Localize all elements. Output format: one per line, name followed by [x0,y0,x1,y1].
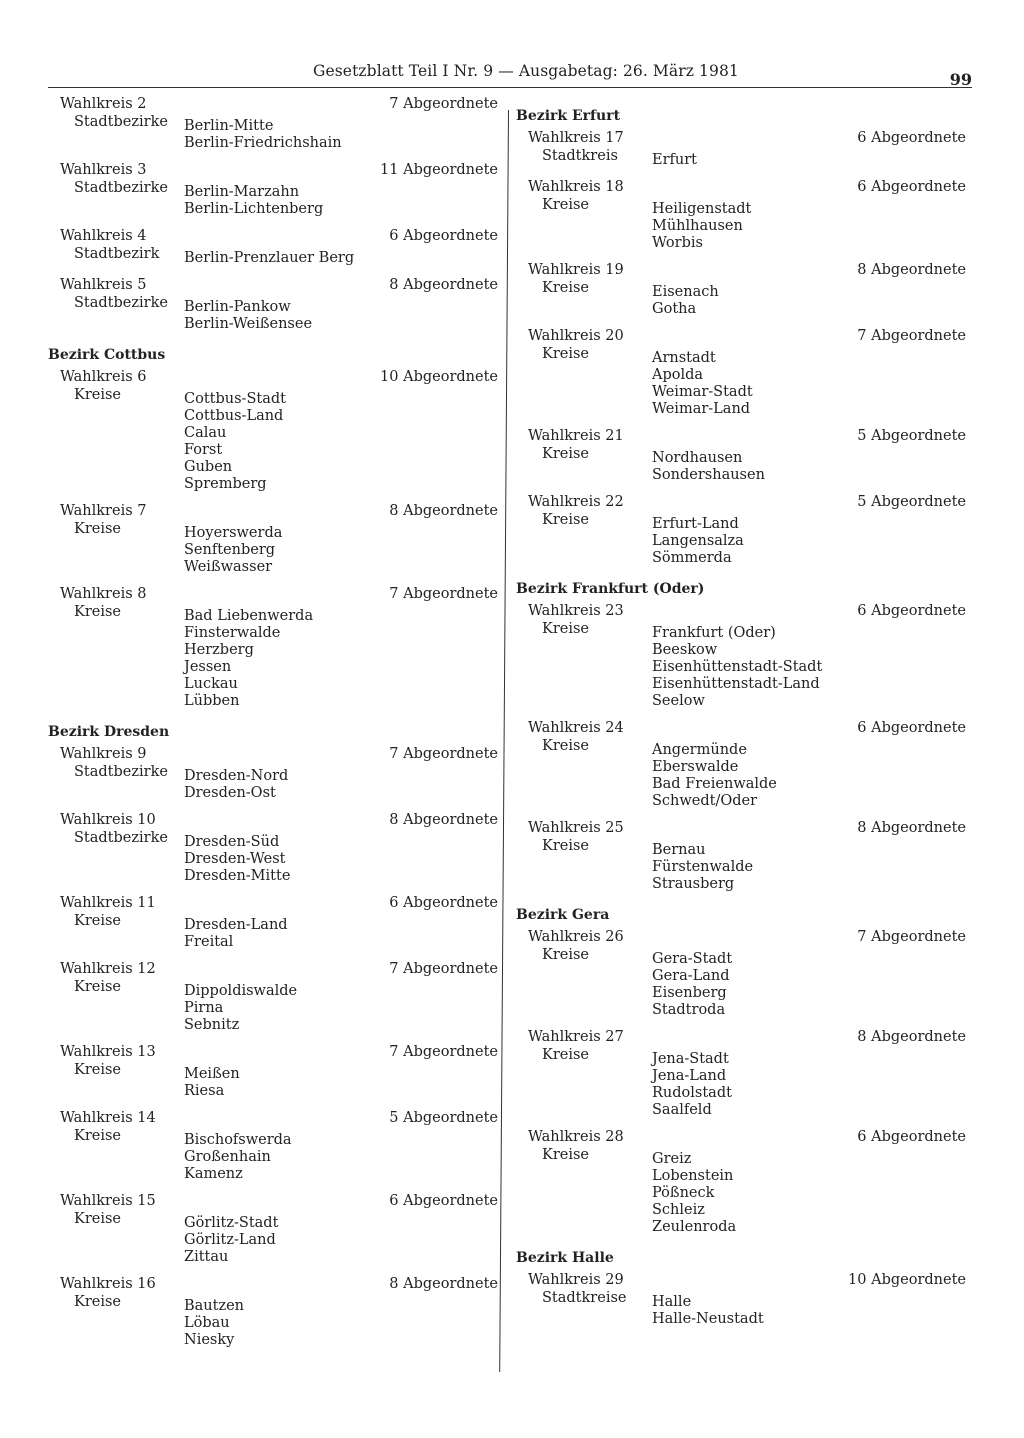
gazette-header-title: Gesetzblatt Teil I Nr. 9 — Ausgabetag: 26. März 1981 [313,62,739,80]
wahlkreis-header-row [516,929,966,945]
area-list [184,295,312,333]
area-name: Senftenberg [184,542,276,558]
wahlkreis-header-row [516,328,966,344]
deputies-count: 6 Abgeordnete [857,603,966,619]
wahlkreis-header-row [516,179,966,195]
wahlkreis-title: Wahlkreis 12 [60,961,156,977]
area-name: Pirna [184,1000,224,1016]
wahlkreis-body [516,512,966,567]
wahlkreis-body [48,114,498,152]
page-number: 99 [949,70,972,89]
wahlkreis-body [48,295,498,333]
wahlkreis-title: Wahlkreis 21 [528,428,624,444]
area-name: Halle-Neustadt [652,1311,764,1327]
wahlkreis-title: Wahlkreis 23 [528,603,624,619]
area-list [184,979,297,1034]
wahlkreis-header-row [516,1029,966,1045]
deputies-count: 6 Abgeordnete [389,1193,498,1209]
constituency-type: Kreise [74,913,122,929]
area-name: Dresden-Ost [184,785,276,801]
area-list [184,913,288,951]
area-name: Schwedt/Oder [652,793,758,809]
wahlkreis-title: Wahlkreis 22 [528,494,624,510]
deputies-count: 5 Abgeordnete [857,494,966,510]
area-name: Berlin-Pankow [184,299,291,315]
area-name: Mühlhausen [652,218,743,234]
area-name: Worbis [652,235,703,251]
district-heading: Bezirk Cottbus [48,347,166,363]
area-name: Cottbus-Stadt [184,391,286,407]
area-list [184,1128,292,1183]
area-name: Dresden-Nord [184,768,289,784]
district-heading: Bezirk Erfurt [516,108,621,124]
wahlkreis-title: Wahlkreis 28 [528,1129,624,1145]
area-list [184,521,282,576]
area-name: Großenhain [184,1149,271,1165]
area-name: Stadtroda [652,1002,726,1018]
constituency-type: Stadtkreis [542,148,618,164]
right-column [516,96,966,1338]
deputies-count: 7 Abgeordnete [389,746,498,762]
wahlkreis-body [48,604,498,710]
wahlkreis-header-row [516,603,966,619]
wahlkreis-body [48,979,498,1034]
wahlkreis-header-row [516,1129,966,1145]
wahlkreis-title: Wahlkreis 16 [60,1276,156,1292]
area-name: Seelow [652,693,705,709]
wahlkreis-body [516,838,966,893]
wahlkreis-header-row [48,162,498,178]
area-name: Eberswalde [652,759,739,775]
district-heading: Bezirk Halle [516,1250,614,1266]
area-list [652,838,753,893]
wahlkreis-title: Wahlkreis 4 [60,228,147,244]
wahlkreis-entry [48,961,498,1034]
deputies-count: 10 Abgeordnete [848,1272,966,1288]
wahlkreis-header-row [48,228,498,244]
area-name: Gera-Stadt [652,951,733,967]
header-rule [48,87,972,88]
constituency-type: Kreise [74,979,122,995]
area-name: Dresden-Süd [184,834,280,850]
deputies-count: 5 Abgeordnete [857,428,966,444]
area-list [184,604,313,710]
wahlkreis-title: Wahlkreis 27 [528,1029,624,1045]
area-name: Eisenhüttenstadt-Stadt [652,659,823,675]
area-name: Dresden-Mitte [184,868,291,884]
area-name: Calau [184,425,227,441]
deputies-count: 8 Abgeordnete [857,262,966,278]
area-name: Arnstadt [652,350,716,366]
area-name: Bischofswerda [184,1132,292,1148]
wahlkreis-body [516,947,966,1019]
wahlkreis-entry [516,1029,966,1119]
wahlkreis-body [516,738,966,810]
wahlkreis-entry [48,1044,498,1100]
area-name: Weimar-Stadt [652,384,753,400]
constituency-type: Kreise [74,1128,122,1144]
wahlkreis-entry [48,162,498,218]
wahlkreis-header-row [48,812,498,828]
wahlkreis-header-row [48,96,498,112]
wahlkreis-entry [48,1276,498,1349]
wahlkreis-entry [516,262,966,318]
wahlkreis-title: Wahlkreis 11 [60,895,156,911]
wahlkreis-header-row [48,1276,498,1292]
wahlkreis-header-row [48,586,498,602]
area-name: Berlin-Lichtenberg [184,201,324,217]
wahlkreis-header-row [516,1272,966,1288]
left-column [48,96,498,1359]
area-name: Bad Freienwalde [652,776,777,792]
wahlkreis-title: Wahlkreis 29 [528,1272,624,1288]
area-name: Nordhausen [652,450,743,466]
district-heading: Bezirk Gera [516,907,610,923]
wahlkreis-entry [516,179,966,252]
area-name: Herzberg [184,642,254,658]
area-name: Zittau [184,1249,229,1265]
wahlkreis-body [516,280,966,318]
wahlkreis-header-row [48,961,498,977]
area-name: Jena-Land [652,1068,727,1084]
deputies-count: 7 Abgeordnete [857,929,966,945]
wahlkreis-entry [516,130,966,169]
area-list [652,1290,764,1328]
wahlkreis-body [48,1128,498,1183]
deputies-count: 8 Abgeordnete [389,277,498,293]
area-name: Dresden-West [184,851,286,867]
deputies-count: 8 Abgeordnete [389,503,498,519]
area-name: Forst [184,442,223,458]
wahlkreis-header-row [48,1193,498,1209]
constituency-type: Stadtbezirke [74,830,168,846]
constituency-type: Stadtkreise [542,1290,627,1306]
area-list [184,764,288,802]
wahlkreis-body [516,446,966,484]
wahlkreis-entry [48,1193,498,1266]
area-name: Guben [184,459,233,475]
wahlkreis-entry [516,929,966,1019]
area-list [184,180,323,218]
wahlkreis-body [516,1047,966,1119]
deputies-count: 8 Abgeordnete [389,1276,498,1292]
area-name: Eisenhüttenstadt-Land [652,676,820,692]
deputies-count: 6 Abgeordnete [857,720,966,736]
wahlkreis-header-row [516,494,966,510]
wahlkreis-entry [516,603,966,710]
area-name: Lübben [184,693,240,709]
wahlkreis-body [516,1147,966,1236]
wahlkreis-title: Wahlkreis 3 [60,162,147,178]
wahlkreis-entry [48,812,498,885]
wahlkreis-body [48,246,498,267]
wahlkreis-title: Wahlkreis 19 [528,262,624,278]
area-list [652,512,744,567]
constituency-type: Kreise [542,621,590,637]
area-name: Dippoldiswalde [184,983,298,999]
area-name: Beeskow [652,642,718,658]
area-list [652,738,777,810]
constituency-type: Kreise [542,197,590,213]
area-list [652,280,719,318]
area-name: Gera-Land [652,968,730,984]
area-list [652,1047,732,1119]
area-name: Zeulenroda [652,1219,737,1235]
area-name: Eisenach [652,284,719,300]
wahlkreis-header-row [48,895,498,911]
area-name: Spremberg [184,476,267,492]
wahlkreis-body [48,913,498,951]
deputies-count: 6 Abgeordnete [857,1129,966,1145]
deputies-count: 10 Abgeordnete [380,369,498,385]
deputies-count: 8 Abgeordnete [389,812,498,828]
area-list [184,387,286,493]
wahlkreis-entry [48,96,498,152]
area-name: Freital [184,934,234,950]
page-header [48,56,972,96]
deputies-count: 6 Abgeordnete [857,130,966,146]
area-list [652,1147,736,1236]
wahlkreis-body [48,1062,498,1100]
area-name: Erfurt [652,152,697,168]
wahlkreis-entry [516,1129,966,1236]
area-name: Riesa [184,1083,225,1099]
wahlkreis-body [48,387,498,493]
wahlkreis-entry [48,228,498,267]
wahlkreis-header-row [516,428,966,444]
area-name: Fürstenwalde [652,859,754,875]
area-name: Hoyerswerda [184,525,283,541]
wahlkreis-header-row [48,503,498,519]
wahlkreis-header-row [516,820,966,836]
wahlkreis-body [516,148,966,169]
area-name: Langensalza [652,533,744,549]
wahlkreis-body [516,1290,966,1328]
constituency-type: Kreise [542,446,590,462]
constituency-type: Kreise [542,738,590,754]
wahlkreis-header-row [48,369,498,385]
area-name: Berlin-Friedrichshain [184,135,342,151]
wahlkreis-body [516,346,966,418]
area-list [652,446,765,484]
wahlkreis-body [516,621,966,710]
area-name: Erfurt-Land [652,516,739,532]
constituency-type: Kreise [542,346,590,362]
wahlkreis-entry [48,746,498,802]
area-name: Strausberg [652,876,735,892]
area-name: Görlitz-Land [184,1232,276,1248]
wahlkreis-title: Wahlkreis 10 [60,812,156,828]
area-name: Kamenz [184,1166,243,1182]
wahlkreis-title: Wahlkreis 5 [60,277,147,293]
constituency-type: Kreise [542,280,590,296]
area-name: Jena-Stadt [652,1051,729,1067]
area-list [184,114,342,152]
constituency-type: Kreise [74,387,122,403]
column-divider [499,110,509,1372]
area-list [184,1294,244,1349]
area-name: Eisenberg [652,985,727,1001]
deputies-count: 8 Abgeordnete [857,1029,966,1045]
constituency-type: Stadtbezirke [74,180,168,196]
area-name: Pößneck [652,1185,715,1201]
area-list [652,197,751,252]
deputies-count: 6 Abgeordnete [389,228,498,244]
wahlkreis-body [48,1211,498,1266]
area-list [184,246,354,267]
area-name: Rudolstadt [652,1085,732,1101]
area-name: Angermünde [652,742,747,758]
area-name: Berlin-Mitte [184,118,274,134]
area-name: Bernau [652,842,706,858]
wahlkreis-entry [516,328,966,418]
wahlkreis-body [48,180,498,218]
wahlkreis-header-row [516,130,966,146]
wahlkreis-header-row [516,262,966,278]
wahlkreis-entry [48,1110,498,1183]
wahlkreis-title: Wahlkreis 17 [528,130,624,146]
wahlkreis-header-row [48,277,498,293]
deputies-count: 7 Abgeordnete [389,961,498,977]
wahlkreis-entry [516,720,966,810]
wahlkreis-title: Wahlkreis 8 [60,586,147,602]
wahlkreis-title: Wahlkreis 9 [60,746,147,762]
wahlkreis-body [48,764,498,802]
constituency-type: Stadtbezirke [74,295,168,311]
wahlkreis-title: Wahlkreis 6 [60,369,147,385]
wahlkreis-title: Wahlkreis 25 [528,820,624,836]
wahlkreis-entry [48,503,498,576]
constituency-type: Kreise [542,947,590,963]
wahlkreis-entry [516,494,966,567]
wahlkreis-title: Wahlkreis 15 [60,1193,156,1209]
area-name: Jessen [184,659,232,675]
area-name: Bad Liebenwerda [184,608,314,624]
constituency-type: Kreise [542,512,590,528]
area-name: Heiligenstadt [652,201,752,217]
area-name: Sömmerda [652,550,732,566]
wahlkreis-title: Wahlkreis 2 [60,96,147,112]
constituency-type: Kreise [74,1211,122,1227]
wahlkreis-body [48,830,498,885]
wahlkreis-title: Wahlkreis 7 [60,503,147,519]
area-name: Sebnitz [184,1017,240,1033]
district-heading: Bezirk Frankfurt (Oder) [516,581,705,597]
deputies-count: 7 Abgeordnete [389,1044,498,1060]
constituency-type: Stadtbezirk [74,246,160,262]
wahlkreis-title: Wahlkreis 13 [60,1044,156,1060]
wahlkreis-entry [48,895,498,951]
area-list [652,947,732,1019]
deputies-count: 6 Abgeordnete [857,179,966,195]
wahlkreis-body [516,197,966,252]
wahlkreis-body [48,521,498,576]
constituency-type: Kreise [542,1147,590,1163]
area-list [652,621,822,710]
constituency-type: Kreise [542,838,590,854]
area-list [184,1211,278,1266]
wahlkreis-entry [516,1272,966,1328]
area-list [184,830,290,885]
wahlkreis-header-row [48,746,498,762]
area-name: Löbau [184,1315,230,1331]
area-name: Saalfeld [652,1102,712,1118]
wahlkreis-header-row [48,1110,498,1126]
wahlkreis-entry [48,586,498,710]
deputies-count: 7 Abgeordnete [389,96,498,112]
area-name: Niesky [184,1332,235,1348]
area-name: Lobenstein [652,1168,734,1184]
area-name: Görlitz-Stadt [184,1215,279,1231]
area-name: Schleiz [652,1202,705,1218]
wahlkreis-body [48,1294,498,1349]
deputies-count: 5 Abgeordnete [389,1110,498,1126]
deputies-count: 7 Abgeordnete [857,328,966,344]
area-name: Apolda [652,367,704,383]
area-name: Luckau [184,676,238,692]
area-name: Meißen [184,1066,240,1082]
area-name: Weißwasser [184,559,273,575]
wahlkreis-title: Wahlkreis 14 [60,1110,156,1126]
area-name: Greiz [652,1151,692,1167]
area-list [184,1062,240,1100]
area-name: Cottbus-Land [184,408,284,424]
wahlkreis-title: Wahlkreis 24 [528,720,624,736]
area-name: Finsterwalde [184,625,281,641]
area-name: Frankfurt (Oder) [652,625,776,641]
wahlkreis-title: Wahlkreis 20 [528,328,624,344]
constituency-type: Stadtbezirke [74,764,168,780]
wahlkreis-title: Wahlkreis 26 [528,929,624,945]
area-name: Sondershausen [652,467,765,483]
constituency-type: Stadtbezirke [74,114,168,130]
area-name: Weimar-Land [652,401,751,417]
deputies-count: 11 Abgeordnete [380,162,498,178]
deputies-count: 8 Abgeordnete [857,820,966,836]
wahlkreis-entry [48,277,498,333]
wahlkreis-header-row [48,1044,498,1060]
wahlkreis-entry [516,428,966,484]
area-name: Berlin-Weißensee [184,316,313,332]
area-name: Dresden-Land [184,917,288,933]
wahlkreis-title: Wahlkreis 18 [528,179,624,195]
constituency-type: Kreise [74,604,122,620]
wahlkreis-entry [48,369,498,493]
wahlkreis-header-row [516,720,966,736]
constituency-type: Kreise [74,1294,122,1310]
deputies-count: 7 Abgeordnete [389,586,498,602]
area-name: Berlin-Prenzlauer Berg [184,250,355,266]
area-list [652,148,697,169]
constituency-type: Kreise [74,1062,122,1078]
area-name: Gotha [652,301,697,317]
area-name: Bautzen [184,1298,245,1314]
wahlkreis-entry [516,820,966,893]
constituency-type: Kreise [542,1047,590,1063]
deputies-count: 6 Abgeordnete [389,895,498,911]
district-heading: Bezirk Dresden [48,724,170,740]
area-list [652,346,753,418]
constituency-type: Kreise [74,521,122,537]
area-name: Halle [652,1294,692,1310]
area-name: Berlin-Marzahn [184,184,300,200]
